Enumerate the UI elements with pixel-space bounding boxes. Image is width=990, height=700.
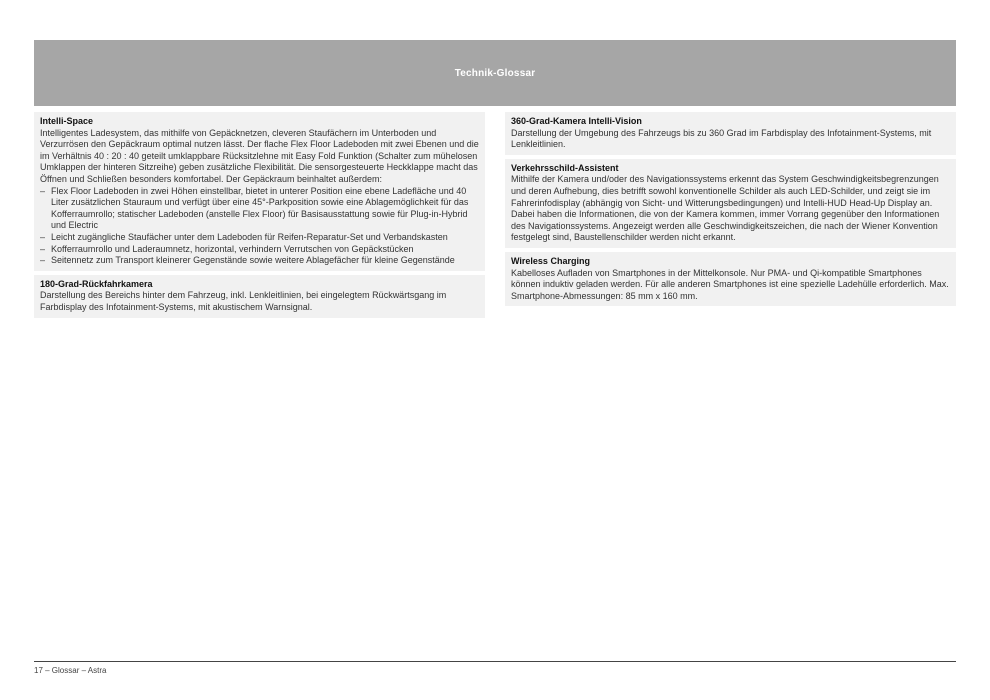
entry-text: Darstellung der Umgebung des Fahrzeugs bis zu 360 Grad im Farbdisplay des Infotainment-Systems, mit Lenkleitlinien. — [511, 127, 932, 150]
list-item: – Flex Floor Ladeboden in zwei Höhen einstellbar, bietet in unterer Position eine ebene Ladefläche und 40 Liter zusätzlichen Stauraum und verfügt über eine 45°-Parkposition sowie eine Ablagemöglichkeit für das Kofferraumrollo; statischer Ladeboden (anstelle Flex Floor) für Basisausstattung sowie für Plug-in-Hybrid und Electric — [40, 186, 479, 232]
entry-text: Mithilfe der Kamera und/oder des Navigationssystems erkennt das System Geschwindigkeitsbegrenzungen und deren Aufhebung, dies betrifft sowohl konventionelle Schilder als auch LED-Schilder, und zeigt sie im Fahrerinfodisplay (abhängig von Sicht- und Witterungsbedingungen) und Intelli-HUD Head-Up Display an. Dabei haben die Informationen, die von der Kamera kommen, immer Vorrang gegenüber den Informationen des Navigationssystems. Angezeigt werden alle Geschwindigkeitszeichen, die nach der Wiener Konvention festgelegt sind, Baustellenschilder werden nicht erkannt. — [511, 174, 940, 243]
entry-text: Darstellung des Bereichs hinter dem Fahrzeug, inkl. Lenkleitlinien, bei eingelegtem Rückwärtsgang im Farbdisplay des Infotainment-Systems, mit akustischem Warnsignal. — [40, 290, 447, 312]
right-column — [505, 112, 956, 310]
page-footer: 17 – Glossar – Astra — [34, 666, 107, 675]
entry-title: 180-Grad-Rückfahrkamera — [40, 278, 153, 289]
footer-divider — [34, 661, 956, 662]
glossary-entry-360-camera — [505, 112, 956, 155]
entry-text: Intelligentes Ladesystem, das mithilfe von Gepäcknetzen, cleveren Staufächern im Unterboden und Verzurrösen den Gepäckraum optimal nutzen lässt. Der flache Flex Floor Ladeboden mit zwei Ebenen und die im Verhältnis 40 : 20 : 40 geteilt umklappbare Rücksitzlehne mit Easy Fold Funktion (Schalter zum mühelosen Umklappen der hinteren Sitzreihe) geben zusätzliche Flexibilität. Die sensorgesteuerte Heckklappe macht das Öffnen und Schließen besonders komfortabel. Der Gepäckraum beinhaltet außerdem: — [40, 127, 479, 184]
entry-text: Kabelloses Aufladen von Smartphones in der Mittelkonsole. Nur PMA- und Qi-kompatible Smartphones können induktiv geladen werden. Für alle anderen Smartphones ist eine spezielle Ladehülle erforderlich. Max. Smartphone-Abmessungen: 85 mm x 160 mm. — [511, 267, 949, 301]
entry-title: Wireless Charging — [511, 255, 590, 266]
list-item: – Kofferraumrollo und Laderaumnetz, horizontal, verhindern Verrutschen von Gepäckstücken — [40, 244, 479, 256]
glossary-entry-rear-camera — [34, 275, 485, 318]
list-item: – Seitennetz zum Transport kleinerer Gegenstände sowie weitere Ablagefächer für kleine Gegenstände — [40, 255, 479, 267]
glossary-entry-intelli-space — [34, 112, 485, 271]
left-column — [34, 112, 485, 322]
entry-title: 360-Grad-Kamera Intelli-Vision — [511, 116, 642, 126]
entry-title: Verkehrsschild-Assistent — [511, 162, 619, 173]
glossary-entry-wireless-charging — [505, 252, 956, 306]
page-title: Technik-Glossar — [454, 67, 536, 79]
glossary-entry-traffic-sign-assistant — [505, 159, 956, 248]
bullet-list — [40, 186, 479, 267]
page-header — [34, 40, 956, 106]
entry-title: Intelli-Space — [40, 116, 94, 126]
list-item: – Leicht zugängliche Staufächer unter dem Ladeboden für Reifen-Reparatur-Set und Verbandskasten — [40, 232, 479, 244]
